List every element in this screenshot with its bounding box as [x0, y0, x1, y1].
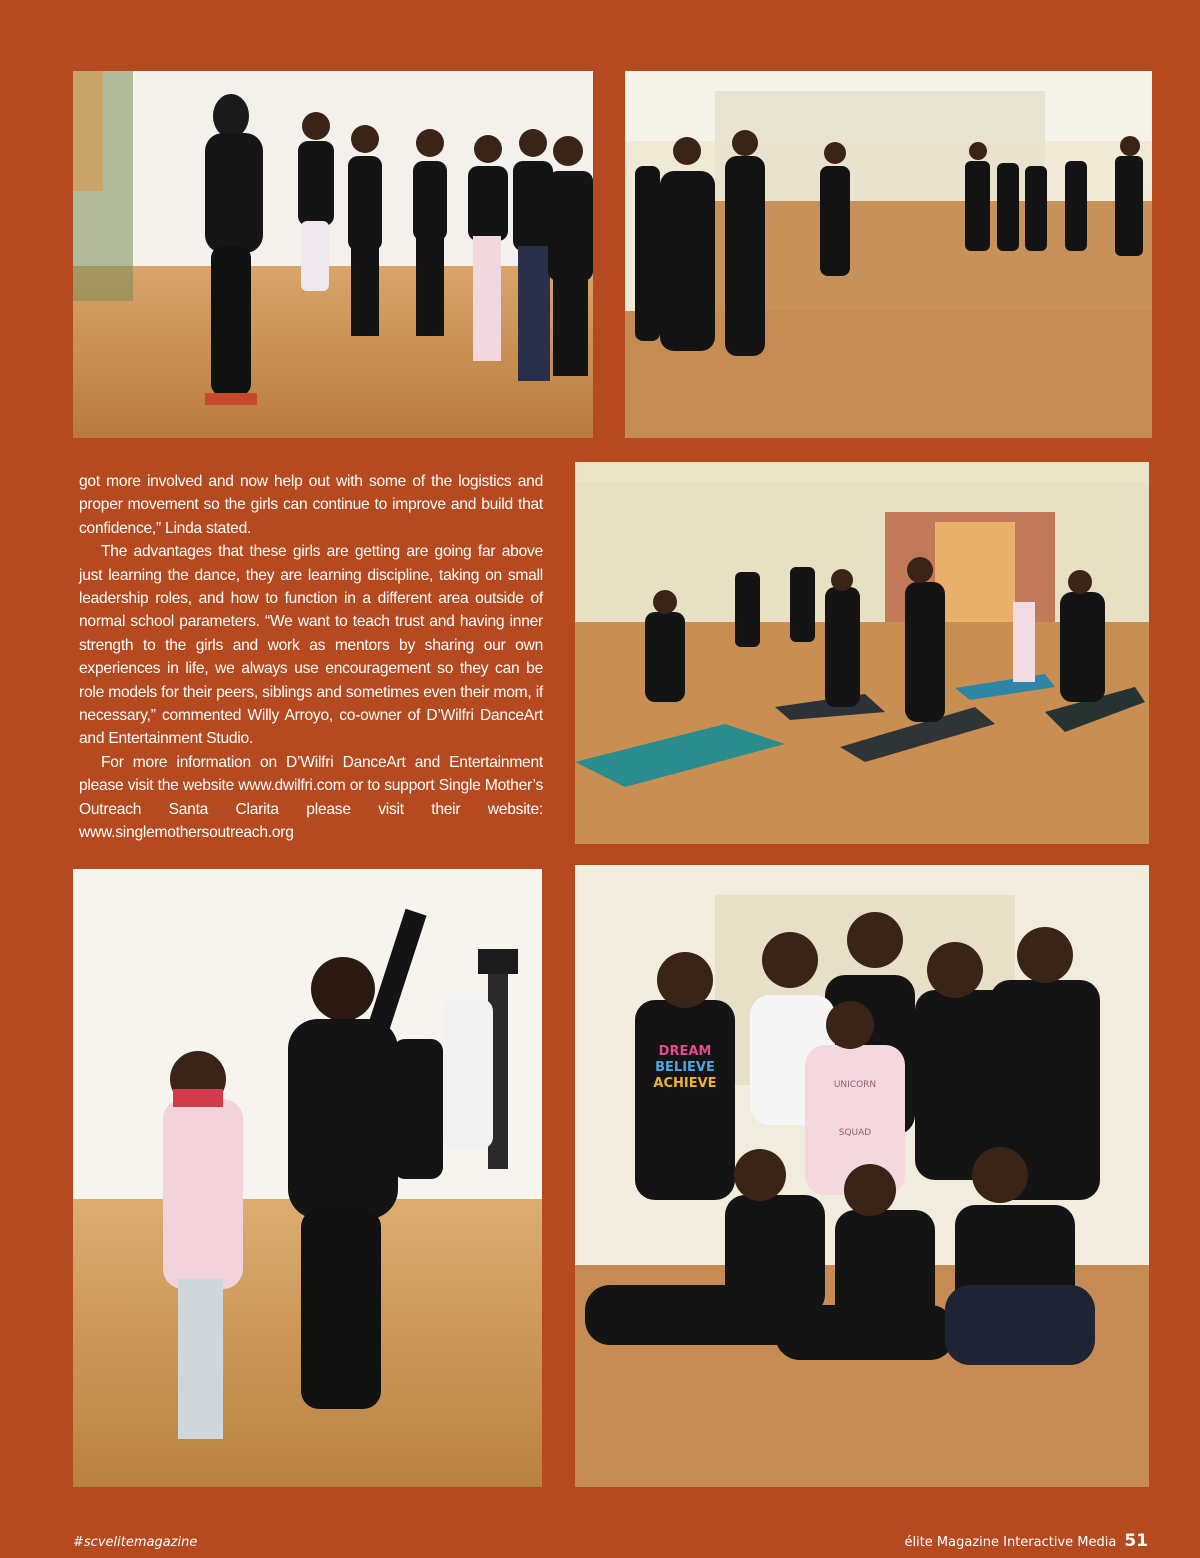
article-paragraph: The advantages that these girls are getting are going far above just learning the dance, they are learning discipline, taking on small leadership roles, and how to function in a different area outside of normal school parameters. “We want to teach trust and having inner strength to the girls and work as mentors by sharing our own experiences in life, we always use encouragement so they can be role models for their peers, siblings and sometimes even their mom, if necessary,” commented Willy Arroyo, co-owner of D’Wilfri DanceArt and Entertainment Studio. — [79, 543, 543, 748]
footer-publication-info — [904, 1531, 1148, 1551]
article-body — [79, 470, 543, 845]
photo-group-portrait — [575, 865, 1149, 1487]
shirt-text-unicorn: UNICORN — [833, 1080, 877, 1090]
article-paragraph: got more involved and now help out with some of the logistics and proper movement so the girls can continue to improve and build that confidence,” Linda stated. — [79, 473, 543, 537]
article-paragraph: For more information on D’Wilfri DanceArt and Entertainment please visit the website www.dwilfri.com or to support Single Mother’s Outreach Santa Clarita please visit their website: www.singlemothersoutreach.org — [79, 753, 543, 842]
shirt-text-believe: BELIEVE — [655, 1060, 715, 1075]
photo-stretching-on-mats — [575, 462, 1149, 844]
shirt-text-achieve: ACHIEVE — [653, 1076, 717, 1091]
photo-instructor-arm-pose — [73, 869, 542, 1487]
footer-hashtag: #scvelitemagazine — [73, 1535, 198, 1550]
shirt-text-dream: DREAM — [658, 1044, 712, 1059]
photo-dancers-at-mirror — [625, 71, 1152, 438]
page-number: 51 — [1124, 1531, 1148, 1551]
photo-instructor-lining-up-dancers — [73, 71, 593, 438]
shirt-text-squad: SQUAD — [838, 1128, 872, 1138]
footer-publication-name: élite Magazine Interactive Media — [904, 1535, 1117, 1550]
